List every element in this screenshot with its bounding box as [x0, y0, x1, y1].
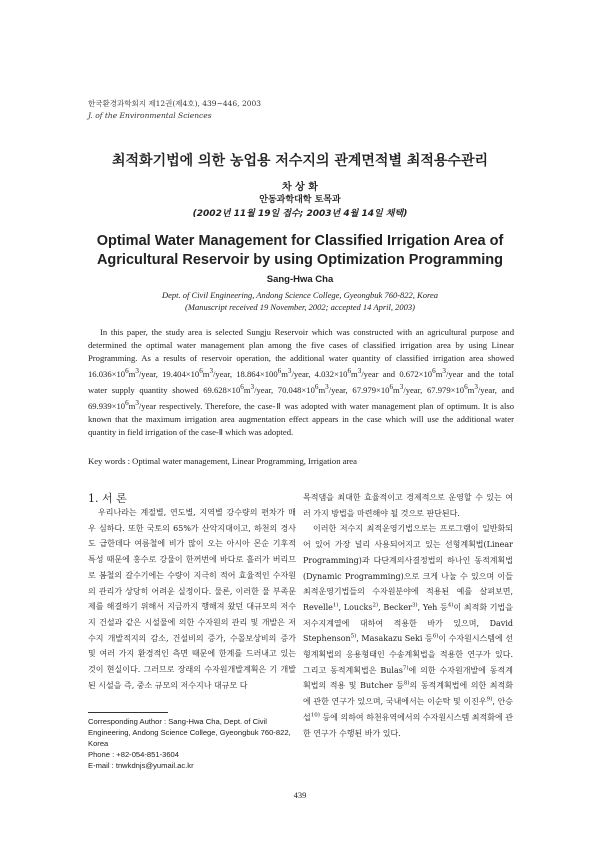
body-text: 에 의한 수자원개발에 동적계획법의 적용 및 Butcher 등: [303, 665, 513, 691]
title-english-line1: Optimal Water Management for Classified Irrigation Area of: [96, 233, 504, 249]
title-korean: 최적화기법에 의한 농업용 저수지의 관계면적별 최적용수관리: [112, 153, 488, 169]
title-english: [0, 232, 600, 270]
correspondence-block: [88, 716, 298, 771]
received-english-line: (Manuscript received 19 November, 2002; accepted 14 April, 2003): [185, 302, 415, 312]
abstract-exp: 6: [277, 367, 282, 376]
phone-line: Phone : +82-054-851-3604: [88, 750, 179, 759]
abstract-exp: 3: [250, 383, 255, 392]
body-text: , 안승섭: [303, 697, 513, 722]
abstract-exp: 6: [125, 367, 129, 376]
body-text: 등에 의하여 하천유역에서의 수자원시스템 최적화에 관한 연구가 수행된 바가 있다.: [303, 712, 513, 738]
abstract-exp: 6: [125, 399, 129, 408]
title-english-line2: Agricultural Reservoir by using Optimization Programming: [96, 252, 504, 268]
body-text: 이 최적화 기법을 저수지계열에 대하여 적용한 바가 있으며, David Stephenson: [303, 602, 513, 644]
abstract-exp: 3: [399, 383, 404, 392]
abstract-exp: 3: [135, 367, 139, 376]
body-right-column: [303, 490, 513, 741]
abstract-text: m: [128, 369, 136, 380]
body-text: 의 동적계획법에 의한 최적화에 관한 연구가 있으며, 국내에서는 이순탁 및 이진우: [303, 681, 513, 707]
page-number: 439: [293, 790, 307, 800]
abstract-exp: 3: [325, 383, 329, 392]
abstract-text: m: [202, 369, 210, 380]
body-text: , Masakazu Seki 등: [356, 634, 433, 644]
reference-mark: 1): [332, 602, 339, 609]
body-text: 이러한 저수지 최적운영기법으로는 프로그램이 일반화되어 있어 가장 널리 사용되어지고 있는 선형계획법(Linear Programming)과 다단계의사결정법의 하나인 동적계획법(Dynamic Programming)으로 크게 나눌 수 있으며 이들 최적운영기법들의 수자원분야에 적용된 예를 살펴보면, Revelle: [303, 524, 513, 612]
dates-korean: (2002년 11월 19일 접수; 2003년 4월 14일 채택): [192, 209, 408, 219]
reference-mark: 5): [350, 633, 357, 640]
abstract-exp: 3: [135, 399, 139, 408]
abstract-exp: 6: [314, 383, 319, 392]
reference-mark: 10): [310, 712, 320, 719]
abstract-text: In this paper, the study area is selected Sungju Reservoir which was constructed with an agricultural purpose and determined the optimal water management plan among the five cases of classified irrigation area by using Linear Programming. As a results of reservoir operation, the additional water quantity of classified irrigation area showed 16.036×10: [88, 327, 514, 380]
abstract-exp: 3: [209, 367, 214, 376]
author-english: Sang-Hwa Cha: [266, 274, 334, 285]
abstract: [88, 326, 514, 439]
body-text: 이 수자원시스템에 선형계획법의 응용형태인 수송계획법을 적용한 연구가 있다. 그리고 동적계획법은 Bulas: [303, 634, 514, 675]
abstract-exp: 6: [240, 383, 244, 392]
keywords: Key words : Optimal water management, Linear Programming, Irrigation area: [88, 456, 357, 466]
abstract-text: /year, and 69.939×10: [88, 385, 514, 412]
abstract-text: m: [467, 385, 475, 396]
body-text: , Becker: [378, 602, 412, 612]
reference-mark: 9): [486, 696, 493, 703]
abstract-exp: 6: [347, 367, 352, 376]
section-heading: 1. 서 론: [88, 492, 127, 505]
body-paragraph: 목적댐을 최대한 효율적이고 경제적으로 운영할 수 있는 여러 가지 방법을 마련해야 될 것으로 판단된다.: [303, 493, 513, 518]
abstract-exp: 6: [464, 383, 468, 392]
affiliation-korean: 안동과학대학 토목과: [259, 195, 341, 205]
affiliation-english-line: Dept. of Civil Engineering, Andong Science College, Gyeongbuk 760-822, Korea: [162, 290, 438, 300]
abstract-text: /year, 67.979×10: [328, 385, 390, 396]
abstract-text: m: [281, 369, 288, 380]
abstract-text: m: [435, 369, 443, 380]
abstract-text: /year, 67.979×10: [403, 385, 465, 396]
abstract-text: /year respectively. Therefore, the case-Ⅱ was adopted with water management plan of optimum. It is also known that the maximum irrigation area augmentation effect appears in the case which will use the additional water quantity in field irrigation of the case-Ⅱ which was adopted.: [88, 401, 514, 438]
body-left-column: [88, 505, 296, 693]
abstract-exp: 6: [199, 367, 203, 376]
abstract-text: /year, 19.404×10: [138, 369, 200, 380]
author-korean: 차 상 화: [282, 182, 318, 193]
abstract-exp: 3: [287, 367, 292, 376]
abstract-text: /year, 70.048×10: [254, 385, 315, 396]
reference-mark: 3): [411, 602, 418, 609]
abstract-exp: 3: [442, 367, 446, 376]
abstract-text: m: [128, 401, 136, 412]
reference-mark: 8): [403, 680, 410, 687]
abstract-text: m: [393, 385, 400, 396]
abstract-text: /year, 4.032×10: [291, 369, 348, 380]
abstract-text: m: [318, 385, 326, 396]
body-text: , Yeh 등: [417, 602, 448, 612]
abstract-exp: 6: [432, 367, 436, 376]
abstract-text: m: [351, 369, 358, 380]
abstract-exp: 6: [389, 383, 394, 392]
abstract-text: m: [243, 385, 251, 396]
reference-mark: 2): [372, 602, 379, 609]
reference-mark: 6): [432, 633, 439, 640]
corresponding-author: Corresponding Author : Sang-Hwa Cha, Dept. of Civil Engineering, Andong Science College, Gyeongbuk 760-822, Korea: [88, 717, 291, 748]
abstract-text: /year and 0.672×10: [361, 369, 433, 380]
abstract-text: /year and the total water supply quantity showed 69.628×10: [88, 369, 514, 396]
reference-mark: 7): [402, 665, 409, 672]
body-text: , Loucks: [338, 602, 373, 612]
journal-citation: 한국환경과학회지 제12권(제4호), 439~446, 2003: [88, 99, 262, 108]
email-line: E-mail : tnwkdnjs@yumail.ac.kr: [88, 761, 194, 770]
abstract-text: /year, 18.864×100: [213, 369, 278, 380]
abstract-exp: 3: [357, 367, 362, 376]
journal-name: J. of the Environmental Sciences: [88, 111, 212, 120]
body-paragraph: 우리나라는 계절별, 연도별, 지역별 강수량의 편차가 매우 심하다. 또한 국토의 65%가 산악지대이고, 하천의 경사도 급한데다 여름철에 비가 많이 오는 아시아 몬순 기후적 특성 때문에 홍수로 강물이 한꺼번에 바다로 흘러가 버리므로 봄철의 갈수기에는 수량이 지극히 적어 효율적인 수자원의 관리가 상당히 어려운 실정이다. 물론, 이러한 물 부족문제를 해결하기 위해서 지금까지 행해져 왔던 대규모의 저수지 건설과 같은 시설물에 의한 수자원의 관리 및 개발은 저수지 개발적지의 감소, 건설비의 증가, 수몰보상비의 증가 및 여러 가지 환경적인 측면 때문에 한계를 드러내고 있는 것이 현실이다. 그러므로 장래의 수자원개발계획은 기 개발된 시설을 즉, 중소 규모의 저수지나 대규모 다: [88, 508, 296, 690]
footnote-divider: [88, 712, 168, 713]
reference-mark: 4): [447, 602, 454, 609]
affiliation-english: [0, 289, 600, 313]
abstract-exp: 3: [474, 383, 478, 392]
body-paragraph: [303, 521, 513, 741]
